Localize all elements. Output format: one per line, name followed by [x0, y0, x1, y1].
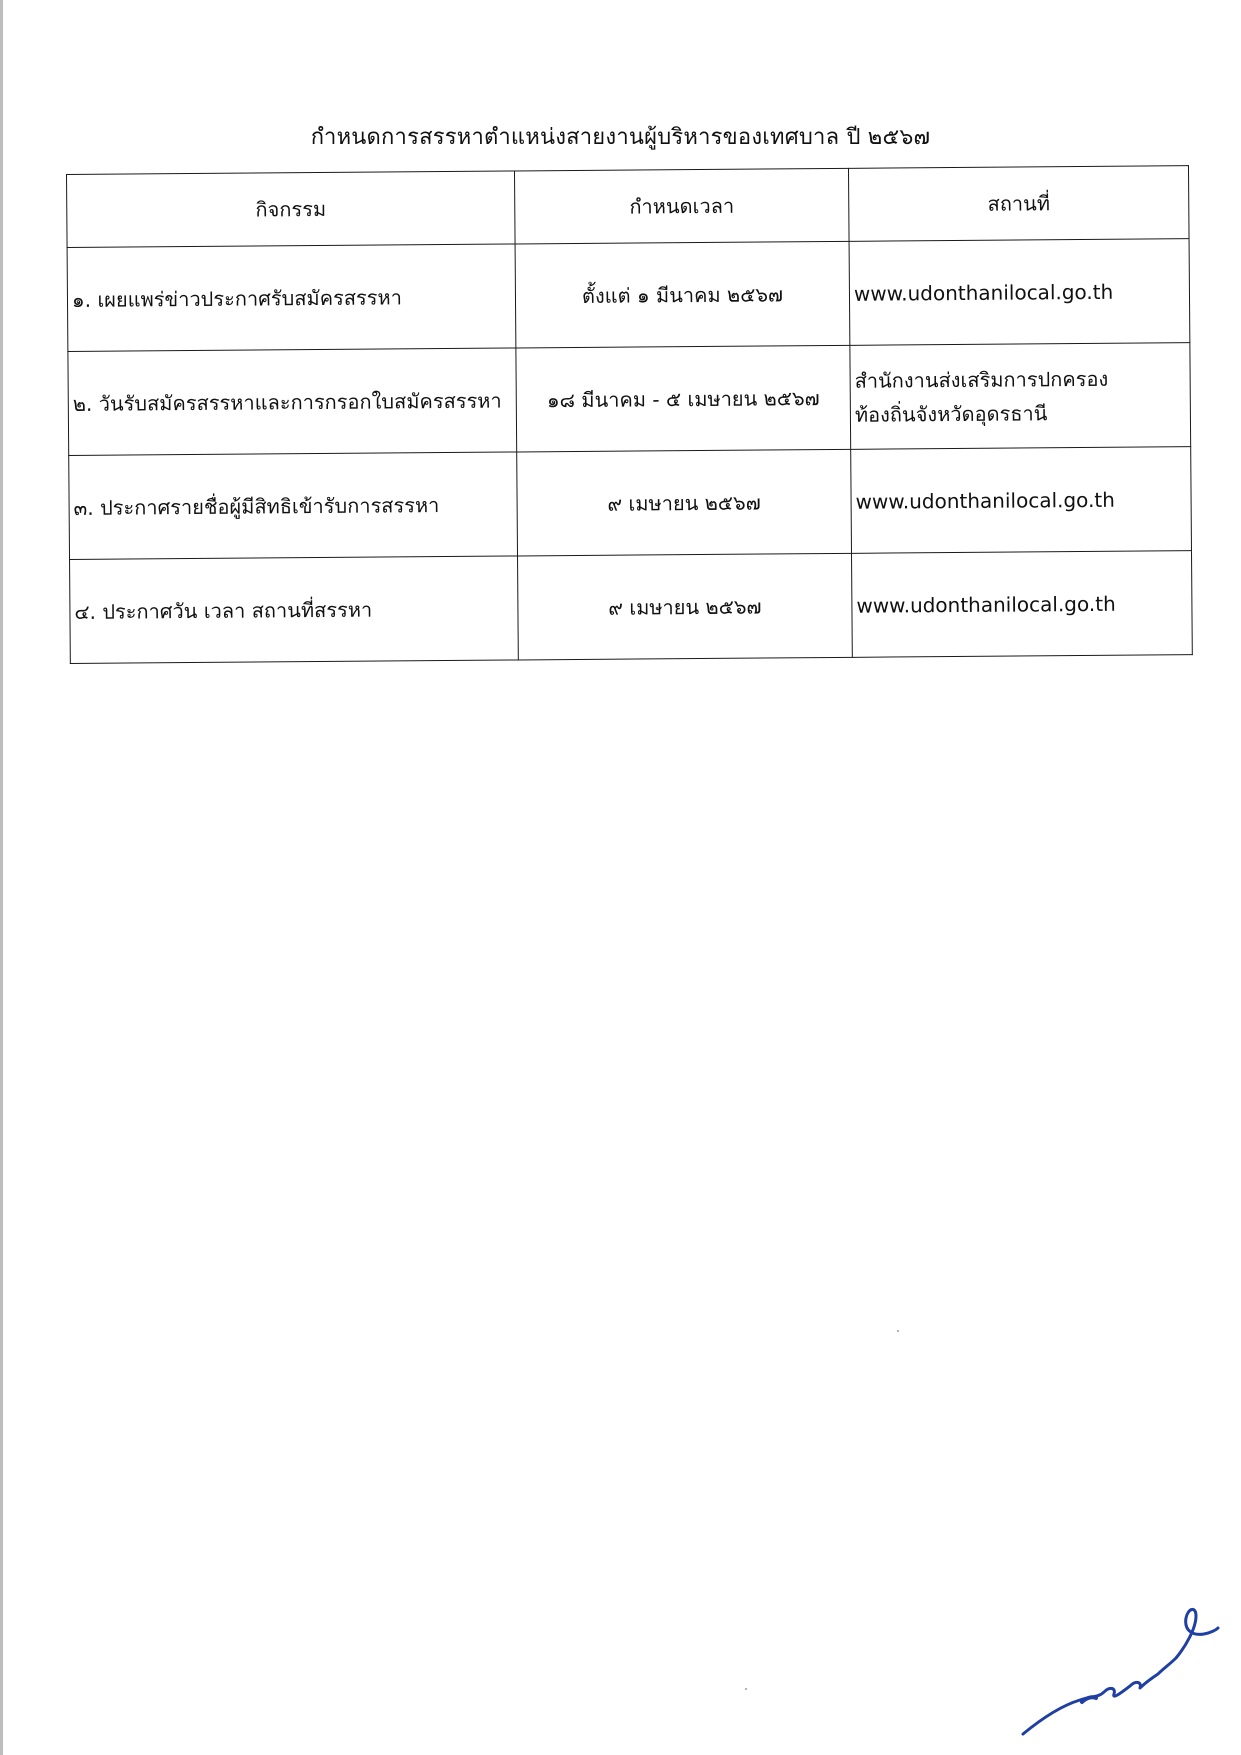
header-activity: กิจกรรม: [67, 171, 516, 248]
time-cell: ๙ เมษายน ๒๕๖๗: [518, 553, 853, 660]
place-line: สำนักงานส่งเสริมการปกครอง: [854, 366, 1109, 393]
scan-page-edge: [0, 0, 3, 1755]
place-cell: [851, 447, 1192, 554]
place-line: www.udonthanilocal.go.th: [853, 279, 1114, 306]
signature-stroke: [1082, 1697, 1096, 1702]
place-cell: [850, 343, 1191, 450]
header-time: กำหนดเวลา: [514, 168, 849, 244]
place-line: ท้องถิ่นจังหวัดอุดรธานี: [854, 400, 1048, 427]
place-line: www.udonthanilocal.go.th: [856, 591, 1116, 618]
time-cell: ๙ เมษายน ๒๕๖๗: [517, 449, 852, 556]
activity-cell: ๓. ประกาศรายชื่อผู้มีสิทธิเข้ารับการสรรหา: [69, 452, 518, 560]
signature-stroke: [1023, 1609, 1218, 1734]
time-cell: ๑๘ มีนาคม - ๕ เมษายน ๒๕๖๗: [516, 345, 851, 452]
place-line: www.udonthanilocal.go.th: [855, 487, 1115, 514]
table-row: [67, 239, 1190, 352]
handwritten-signature: [1020, 1588, 1220, 1738]
document-title: กำหนดการสรรหาตำแหน่งสายงานผู้บริหารของเทศบาล ปี ๒๕๖๗: [310, 125, 931, 150]
activity-cell: ๑. เผยแพร่ข่าวประกาศรับสมัครสรรหา: [67, 244, 516, 352]
table-header-row: [67, 166, 1190, 248]
table-row: [69, 447, 1192, 560]
table-row: [70, 551, 1193, 664]
scan-speck: [897, 1330, 899, 1332]
activity-cell: ๒. วันรับสมัครสรรหาและการกรอกใบสมัครสรรหา: [68, 348, 517, 456]
place-cell: [852, 551, 1193, 658]
table-row: [68, 343, 1191, 456]
place-cell: [849, 239, 1190, 346]
schedule-table: [66, 165, 1193, 664]
scan-speck: [745, 1688, 747, 1690]
header-place: สถานที่: [848, 166, 1189, 242]
activity-cell: ๔. ประกาศวัน เวลา สถานที่สรรหา: [70, 556, 519, 664]
time-cell: ตั้งแต่ ๑ มีนาคม ๒๕๖๗: [515, 241, 850, 348]
